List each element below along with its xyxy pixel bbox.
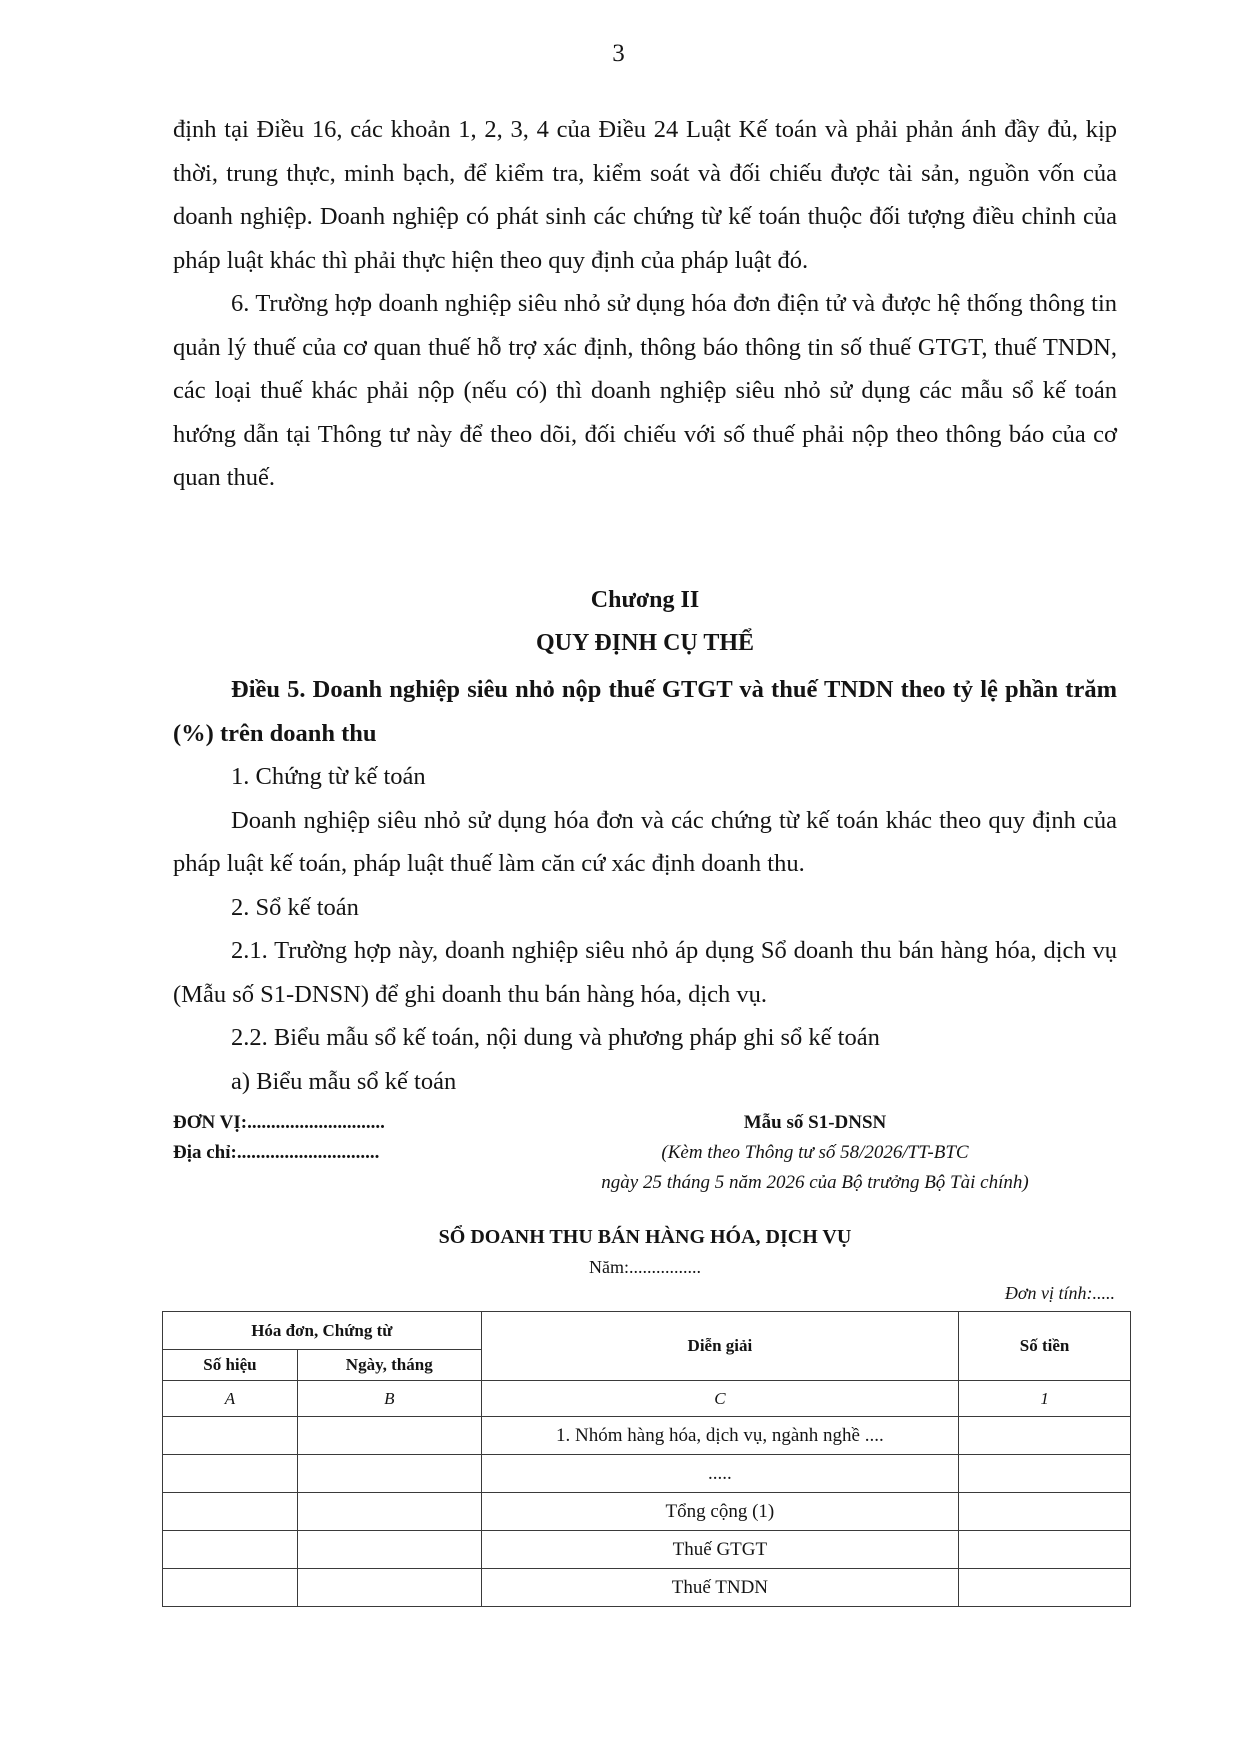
- cell-amount: [959, 1455, 1131, 1493]
- paragraph-continuation: định tại Điều 16, các khoản 1, 2, 3, 4 của Điều 24 Luật Kế toán và phải phản ánh đầy đủ, kịp thời, trung thực, minh bạch, để kiểm tra, kiểm soát và đối chiếu được tài sản, nguồn vốn của doanh nghiệp. Doanh nghiệp có phát sinh các chứng từ kế toán thuộc đối tượng điều chỉnh của pháp luật khác thì phải thực hiện theo quy định của pháp luật đó.: [173, 116, 1117, 274]
- form-address-label: Địa chỉ:..............................: [173, 1142, 380, 1163]
- cell-date: [297, 1569, 481, 1607]
- cell-amount: [959, 1531, 1131, 1569]
- column-letter: 1: [959, 1381, 1131, 1417]
- cell-date: [297, 1455, 481, 1493]
- ledger-year: Năm:................: [589, 1257, 701, 1277]
- header-invoice-group: Hóa đơn, Chứng từ: [163, 1312, 482, 1350]
- cell-amount: [959, 1493, 1131, 1531]
- chapter-title: QUY ĐỊNH CỤ THỂ: [535, 630, 755, 656]
- column-letter: B: [297, 1381, 481, 1417]
- table-row: [163, 1455, 1131, 1493]
- cell-number: [163, 1455, 298, 1493]
- table-row: [163, 1569, 1131, 1607]
- intro-text: [173, 108, 1117, 500]
- table-column-letter-row: [163, 1381, 1131, 1417]
- chapter-label: Chương II: [590, 587, 700, 613]
- column-letter: C: [481, 1381, 958, 1417]
- header-date: Ngày, tháng: [297, 1350, 481, 1381]
- cell-number: [163, 1493, 298, 1531]
- cell-number: [163, 1531, 298, 1569]
- header-number: Số hiệu: [163, 1350, 298, 1381]
- header-amount: Số tiền: [959, 1312, 1131, 1381]
- article-item-1-body: Doanh nghiệp siêu nhỏ sử dụng hóa đơn và các chứng từ kế toán khác theo quy định của pháp luật kế toán, pháp luật thuế làm căn cứ xác định doanh thu.: [173, 806, 1117, 877]
- article-text: [173, 668, 1117, 1103]
- cell-number: [163, 1417, 298, 1455]
- page-number: 3: [612, 40, 625, 67]
- ledger-unit-of-measure: Đơn vị tính:.....: [1004, 1283, 1115, 1303]
- form-attached-note-2: ngày 25 tháng 5 năm 2026 của Bộ trưởng Bộ Tài chính): [601, 1172, 1029, 1193]
- form-code: Mẫu số S1-DNSN: [743, 1112, 887, 1133]
- article-item-2-2: 2.2. Biểu mẫu sổ kế toán, nội dung và phương pháp ghi sổ kế toán: [231, 1024, 880, 1051]
- cell-date: [297, 1493, 481, 1531]
- cell-date: [297, 1417, 481, 1455]
- table-row: [163, 1531, 1131, 1569]
- article-heading: Điều 5. Doanh nghiệp siêu nhỏ nộp thuế GTGT và thuế TNDN theo tỷ lệ phần trăm (%) trên doanh thu: [173, 676, 1117, 747]
- cell-description: .....: [481, 1455, 958, 1493]
- article-item-2-1: 2.1. Trường hợp này, doanh nghiệp siêu nhỏ áp dụng Sổ doanh thu bán hàng hóa, dịch vụ (Mẫu số S1-DNSN) để ghi doanh thu bán hàng hóa, dịch vụ.: [173, 937, 1117, 1008]
- column-letter: A: [163, 1381, 298, 1417]
- cell-description: Thuế GTGT: [481, 1531, 958, 1569]
- article-item-2: 2. Sổ kế toán: [231, 893, 359, 921]
- article-item-a: a) Biểu mẫu sổ kế toán: [231, 1067, 457, 1095]
- form-attached-note-1: (Kèm theo Thông tư số 58/2026/TT-BTC: [661, 1142, 969, 1163]
- cell-amount: [959, 1569, 1131, 1607]
- header-description: Diễn giải: [481, 1312, 958, 1381]
- form-unit-label: ĐƠN VỊ:.............................: [173, 1112, 385, 1133]
- cell-description: Thuế TNDN: [481, 1569, 958, 1607]
- table-row: [163, 1417, 1131, 1455]
- cell-number: [163, 1569, 298, 1607]
- ledger-table: [162, 1311, 1131, 1607]
- table-row: [163, 1493, 1131, 1531]
- paragraph-item-6: 6. Trường hợp doanh nghiệp siêu nhỏ sử dụng hóa đơn điện tử và được hệ thống thông tin quản lý thuế của cơ quan thuế hỗ trợ xác định, thông báo thông tin số thuế GTGT, thuế TNDN, các loại thuế khác phải nộp (nếu có) thì doanh nghiệp siêu nhỏ sử dụng các mẫu sổ kế toán hướng dẫn tại Thông tư này để theo dõi, đối chiếu với số thuế phải nộp theo thông báo của cơ quan thuế.: [173, 290, 1117, 491]
- cell-amount: [959, 1417, 1131, 1455]
- article-item-1: 1. Chứng từ kế toán: [231, 763, 426, 790]
- cell-description: 1. Nhóm hàng hóa, dịch vụ, ngành nghề ....: [481, 1417, 958, 1455]
- cell-date: [297, 1531, 481, 1569]
- table-header-row: [163, 1312, 1131, 1350]
- ledger-title: SỔ DOANH THU BÁN HÀNG HÓA, DỊCH VỤ: [438, 1226, 852, 1248]
- cell-description: Tổng cộng (1): [481, 1493, 958, 1531]
